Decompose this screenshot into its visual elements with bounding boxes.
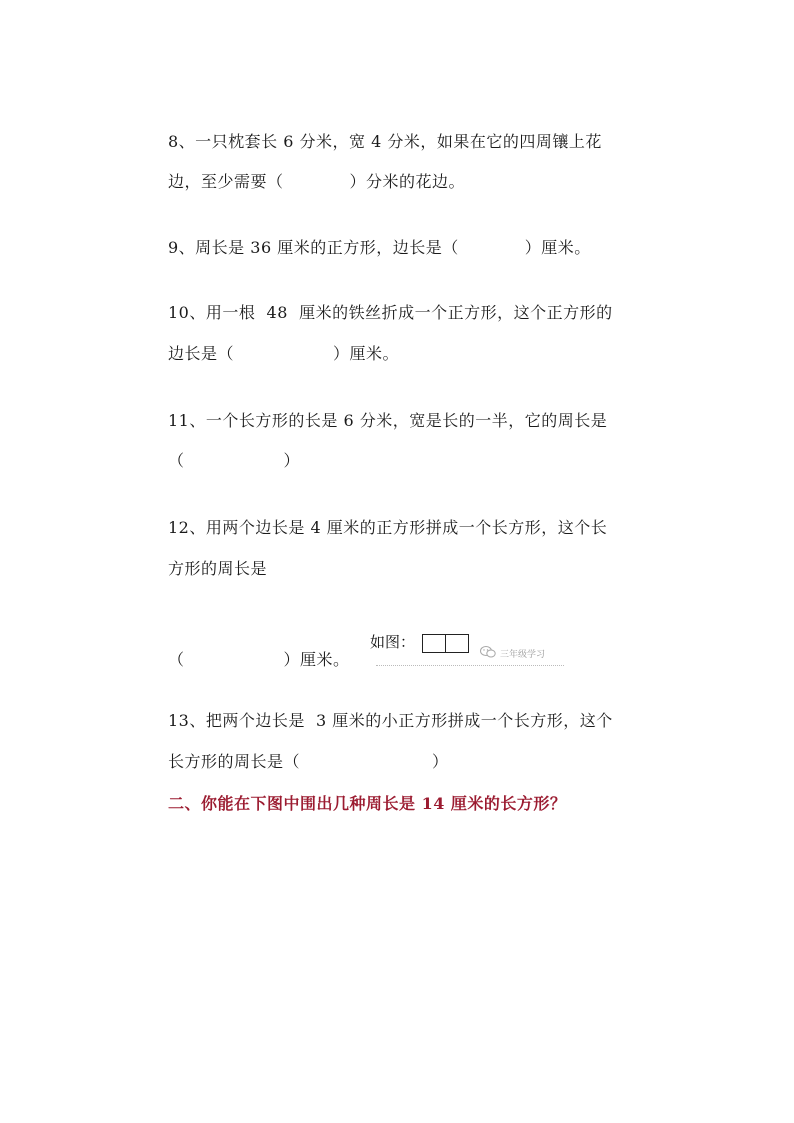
question-8-line-2: 边，至少需要（ ）分米的花边。: [168, 172, 466, 191]
watermark-text: 三年级学习: [500, 650, 546, 660]
question-10-line-2: 边长是（ ）厘米。: [168, 344, 400, 363]
question-8-line-1: 8、一只枕套长 6 分米，宽 4 分米，如果在它的四周镶上花: [168, 132, 602, 151]
question-13-line-2: 长方形的周长是（ ）: [168, 752, 449, 771]
question-11-line-2: （ ）: [168, 451, 301, 470]
question-11-line-1: 11、一个长方形的长是 6 分米，宽是长的一半，它的周长是: [168, 411, 608, 430]
question-9: 9、周长是 36 厘米的正方形，边长是（ ）厘米。: [168, 238, 591, 257]
figure-label: 如图：: [370, 633, 416, 651]
question-12-line-2: 方形的周长是: [168, 559, 268, 578]
question-12-line-3: （ ）厘米。: [168, 650, 350, 669]
figure-dotted-line: [376, 662, 564, 666]
wechat-icon: [480, 646, 496, 661]
figure-square-right: [445, 634, 469, 653]
question-13-line-1: 13、把两个边长是 3 厘米的小正方形拼成一个长方形，这个: [168, 711, 613, 730]
figure-square-left: [422, 634, 446, 653]
question-10-line-1: 10、用一根 48 厘米的铁丝折成一个正方形，这个正方形的: [168, 303, 613, 322]
question-12-line-1: 12、用两个边长是 4 厘米的正方形拼成一个长方形，这个长: [168, 518, 608, 537]
section-2-title: 二、你能在下图中围出几种周长是 14 厘米的长方形？: [168, 794, 567, 813]
watermark: [480, 646, 545, 661]
